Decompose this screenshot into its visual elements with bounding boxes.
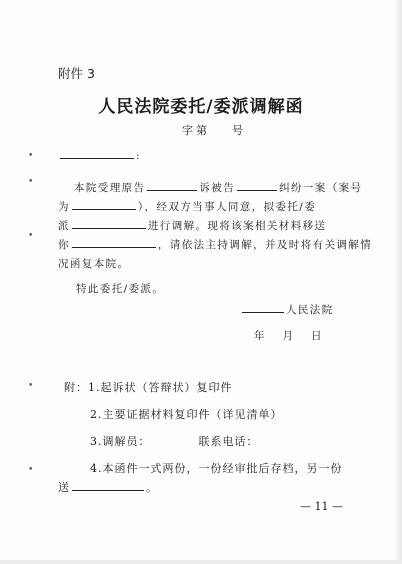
court-signature	[240, 302, 334, 317]
ref-zi: 字第	[182, 124, 210, 137]
period: 。	[146, 481, 158, 494]
date-line	[254, 328, 324, 343]
recipient-blank	[72, 237, 156, 248]
reference-number	[182, 122, 246, 138]
body-text: 为	[58, 201, 70, 213]
mediator-label: 3.调解员：	[90, 435, 151, 448]
margin-mark: •	[28, 231, 34, 241]
phone-label: 联系电话：	[198, 435, 259, 448]
body-text: 你	[58, 239, 70, 251]
document-title: 人民法院委托/委派调解函	[98, 97, 304, 117]
attachments-item-1: 1.起诉状（答辩状）复印件	[88, 381, 233, 394]
court-suffix: 人民法院	[286, 304, 334, 316]
body-text: 派	[58, 220, 70, 232]
body-text: 进行调解。现将该案相关材料移送	[147, 220, 327, 232]
defendant-blank	[237, 180, 277, 191]
case-number-blank	[72, 199, 136, 210]
body-text: 诉被告	[199, 182, 236, 194]
date-month: 月	[282, 330, 295, 342]
plaintiff-blank	[147, 180, 197, 191]
attachments-item-3	[90, 433, 259, 449]
date-day: 日	[311, 330, 324, 342]
body-line-4	[58, 237, 372, 252]
attachments-item-1-line	[64, 379, 233, 395]
date-year: 年	[254, 330, 267, 342]
attachments-item-4: 4.本函件一式两份，一份经审批后存档，另一份	[90, 462, 343, 475]
ref-hao: 号	[232, 124, 246, 137]
court-name-blank	[242, 302, 284, 313]
body-line-2	[58, 199, 316, 214]
body-line-3	[58, 218, 326, 233]
margin-mark: •	[28, 151, 34, 161]
page-number: — 11 —	[300, 500, 343, 513]
page-bottom-edge	[0, 560, 402, 564]
send-to-label: 送	[58, 481, 70, 494]
body-line-1	[74, 180, 362, 195]
addressee-blank	[60, 148, 134, 159]
body-text: ），经双方当事人同意，拟委托/委	[137, 201, 317, 213]
body-line-5: 况函复本院。	[58, 258, 130, 270]
margin-mark: •	[28, 381, 34, 391]
attachments-item-4-cont	[58, 479, 158, 495]
page-edge-shadow	[396, 0, 402, 564]
margin-mark: •	[28, 177, 34, 187]
addressee-line	[58, 148, 141, 162]
attachments-item-2: 2.主要证据材料复印件（详见清单）	[90, 408, 283, 421]
body-text: 本院受理原告	[74, 182, 146, 194]
body-text: 纠纷一案（案号	[279, 182, 363, 194]
mediator-blank	[72, 218, 146, 229]
closing-text: 特此委托/委派。	[76, 283, 165, 295]
send-to-blank	[72, 480, 144, 491]
attachments-label: 附：	[64, 381, 88, 394]
addressee-colon: :	[136, 150, 141, 162]
margin-mark: •	[28, 465, 34, 475]
attachment-label: 附件 3	[58, 66, 95, 81]
body-text: ，请依法主持调解，并及时将有关调解情	[157, 239, 373, 251]
